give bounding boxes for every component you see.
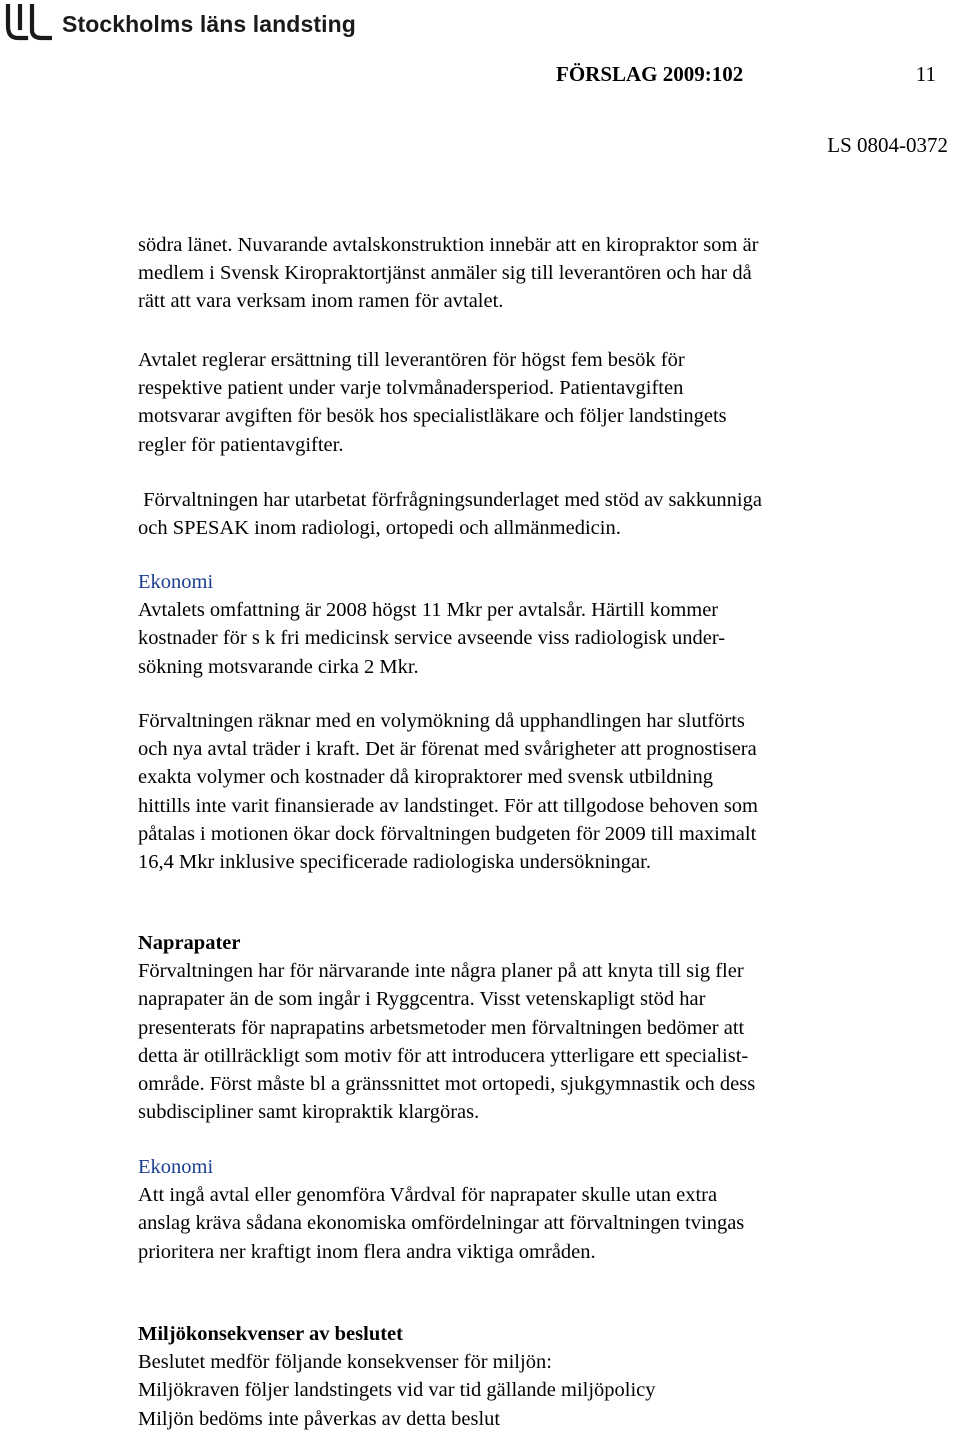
paragraph-kiropraktor (138, 231, 938, 316)
text-line: område. Först måste bl a gränssnittet mot ortopedi, sjukgymnastik och dess (138, 1073, 756, 1096)
text-line: prioritera ner kraftigt inom flera andra viktiga områden. (138, 1240, 596, 1263)
text-line: Avtalet reglerar ersättning till leverantören för högst fem besök för (138, 349, 685, 371)
text-line: naprapater än de som ingår i Ryggcentra. Visst vetenskapligt stöd har (138, 988, 706, 1011)
org-logo (4, 4, 356, 44)
text-line: kostnader för s k fri medicinsk service avseende viss radiologisk under- (138, 627, 726, 650)
text-line: regler för patientavgifter. (138, 433, 344, 456)
text-line: Miljökraven följer landstingets vid var tid gällande miljöpolicy (138, 1379, 656, 1402)
text-line: påtalas i motionen ökar dock förvaltningen budgeten för 2009 till maximalt (138, 822, 757, 845)
section-ekonomi-1 (138, 568, 938, 681)
ekonomi-heading: Ekonomi (138, 1156, 214, 1178)
reference-number: LS 0804-0372 (827, 133, 948, 157)
text-line: motsvarar avgiften för besök hos specialistläkare och följer landstingets (138, 405, 727, 428)
naprapater-heading: Naprapater (138, 932, 241, 954)
miljo-heading: Miljökonsekvenser av beslutet (138, 1323, 403, 1345)
paragraph-volymokning (138, 707, 938, 876)
text-line: respektive patient under varje tolvmånadersperiod. Patientavgiften (138, 377, 684, 400)
text-line: medlem i Svensk Kiropraktortjänst anmäler sig till leverantören och har då (138, 262, 752, 285)
text-line: Förvaltningen har för närvarande inte några planer på att knyta till sig fler (138, 960, 744, 983)
section-ekonomi-2 (138, 1153, 938, 1266)
text-line: Beslutet medför följande konsekvenser för miljön: (138, 1351, 552, 1374)
text-line: Att ingå avtal eller genomföra Vårdval för naprapater skulle utan extra (138, 1184, 718, 1207)
text-line: Förvaltningen räknar med en volymökning då upphandlingen har slutförts (138, 710, 745, 732)
text-line: subdiscipliner samt kiropraktik klargöras. (138, 1101, 480, 1124)
text-line: och SPESAK inom radiologi, ortopedi och allmänmedicin. (138, 517, 621, 540)
text-line: presenterats för naprapatins arbetsmetoder men förvaltningen bedömer att (138, 1016, 745, 1039)
text-line: Avtalets omfattning är 2008 högst 11 Mkr per avtalsår. Härtill kommer (138, 599, 719, 622)
sll-logo-icon (4, 4, 52, 44)
text-line: exakta volymer och kostnader då kiropraktorer med svensk utbildning (138, 766, 713, 789)
text-line: södra länet. Nuvarande avtalskonstruktion innebär att en kiropraktor som är (138, 234, 759, 256)
ekonomi-heading: Ekonomi (138, 571, 214, 593)
text-line: och nya avtal träder i kraft. Det är förenat med svårigheter att prognostisera (138, 738, 757, 761)
text-line: rätt att vara verksam inom ramen för avtalet. (138, 290, 504, 313)
text-line: Förvaltningen har utarbetat förfrågningsunderlaget med stöd av sakkunniga (138, 489, 762, 511)
text-line: detta är otillräckligt som motiv för att introducera ytterligare ett specialist- (138, 1044, 749, 1067)
document-id: FÖRSLAG 2009:102 (556, 62, 744, 86)
text-line: Miljön bedöms inte påverkas av detta beslut (138, 1407, 501, 1430)
text-line: anslag kräva sådana ekonomiska omfördelningar att förvaltningen tvingas (138, 1212, 745, 1235)
text-line: 16,4 Mkr inklusive specificerade radiologiska undersökningar. (138, 851, 651, 874)
text-line: hittills inte varit finansierade av landstinget. För att tillgodose behoven som (138, 794, 759, 817)
paragraph-forvaltningen (138, 486, 938, 542)
paragraph-avtalet (138, 346, 938, 459)
page-number: 11 (915, 62, 936, 86)
org-name: Stockholms läns landsting (62, 10, 356, 37)
section-miljokonsekvenser (138, 1320, 938, 1433)
section-naprapater (138, 929, 938, 1126)
text-line: sökning motsvarande cirka 2 Mkr. (138, 655, 419, 678)
